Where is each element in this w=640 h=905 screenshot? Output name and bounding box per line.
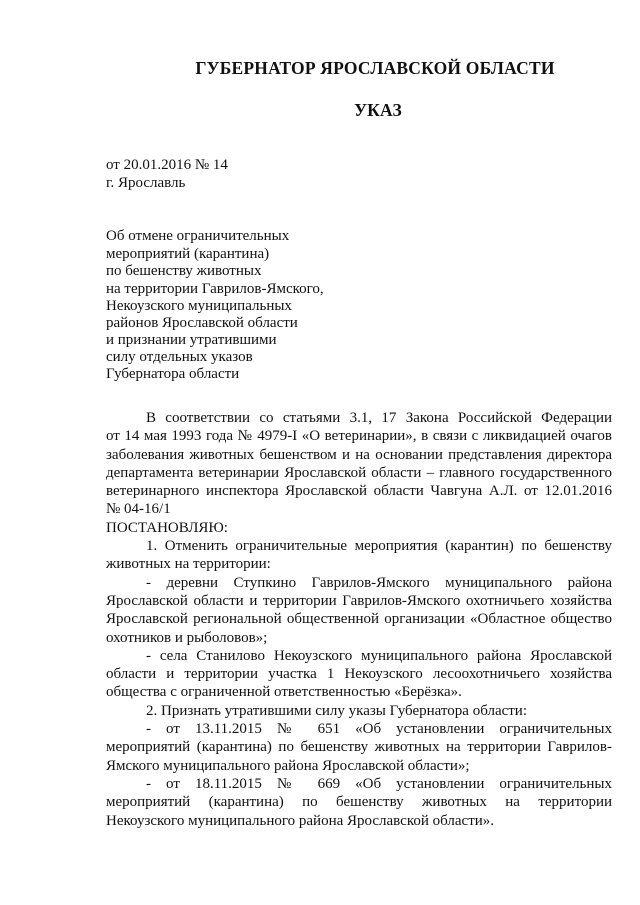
item-1-line: 1. Отменить ограничительные мероприятия (карантин) по бешенству bbox=[146, 538, 612, 555]
preamble-line: ветеринарного инспектора Ярославской области Чавгуна А.Л. от 12.01.2016 bbox=[106, 483, 612, 500]
item-1-line: животных на территории: bbox=[106, 556, 271, 573]
date-number: от 20.01.2016 № 14 bbox=[106, 157, 228, 173]
subject-line: мероприятий (карантина) bbox=[106, 246, 270, 262]
item-1b-line: общества с ограниченной ответственностью «Берёзка». bbox=[106, 684, 462, 701]
item-1a-line: охотников и рыболовов»; bbox=[106, 629, 268, 646]
item-1a-line: - деревни Ступкино Гаврилов-Ямского муниципального района bbox=[146, 574, 612, 591]
subject-line: Некоузского муниципальных bbox=[106, 298, 292, 314]
document-header-title: ГУБЕРНАТОР ЯРОСЛАВСКОЙ ОБЛАСТИ bbox=[195, 58, 555, 78]
preamble-line: В соответствии со статьями 3.1, 17 Закона Российской Федерации bbox=[146, 410, 612, 426]
preamble-line: № 04-16/1 bbox=[106, 501, 171, 518]
document-type: УКАЗ bbox=[354, 100, 402, 120]
subject-line: силу отдельных указов bbox=[106, 349, 253, 365]
preamble-paragraph bbox=[106, 409, 612, 830]
item-1b-line: области и территории участка 1 Некоузского лесоохотничьего хозяйства bbox=[106, 666, 612, 683]
item-1a-line: Ярославской области и территории Гаврилов-Ямского охотничьего хозяйства bbox=[106, 592, 612, 609]
subject-line: районов Ярославской области bbox=[106, 315, 298, 331]
subject-line: Об отмене ограничительных bbox=[106, 228, 290, 244]
subject-line: и признании утратившими bbox=[106, 332, 277, 348]
item-2b-line: - от 18.11.2015 № 669 «Об установлении ограничительных bbox=[146, 775, 612, 792]
item-2-line: 2. Признать утратившими силу указы Губернатора области: bbox=[146, 702, 528, 719]
item-1a-line: Ярославской региональной общественной организации «Областное общество bbox=[106, 611, 612, 628]
preamble-line: департамента ветеринарии Ярославской области – главного государственного bbox=[106, 464, 612, 481]
subject-line: на территории Гаврилов-Ямского, bbox=[106, 281, 324, 297]
item-2a-line: Ямского муниципального района Ярославской области»; bbox=[106, 757, 470, 774]
item-2a-line: - от 13.11.2015 № 651 «Об установлении ограничительных bbox=[146, 721, 612, 738]
preamble-line: заболевания животных бешенством и на основании представления директора bbox=[106, 446, 612, 463]
item-2b-line: мероприятий (карантина) по бешенству животных на территории bbox=[106, 794, 612, 811]
decree-word: ПОСТАНОВЛЯЮ: bbox=[106, 519, 228, 536]
subject-line: по бешенству животных bbox=[106, 263, 262, 279]
city: г. Ярославль bbox=[106, 175, 186, 191]
preamble-line: от 14 мая 1993 года № 4979-I «О ветеринарии», в связи с ликвидацией очагов bbox=[106, 428, 612, 445]
item-2a-line: мероприятий (карантина) по бешенству животных на территории Гаврилов- bbox=[106, 739, 612, 756]
subject-line: Губернатора области bbox=[106, 366, 240, 382]
item-1b-line: - села Станилово Некоузского муниципального района Ярославской bbox=[146, 647, 612, 664]
item-2b-line: Некоузского муниципального района Ярославской области». bbox=[106, 812, 495, 829]
